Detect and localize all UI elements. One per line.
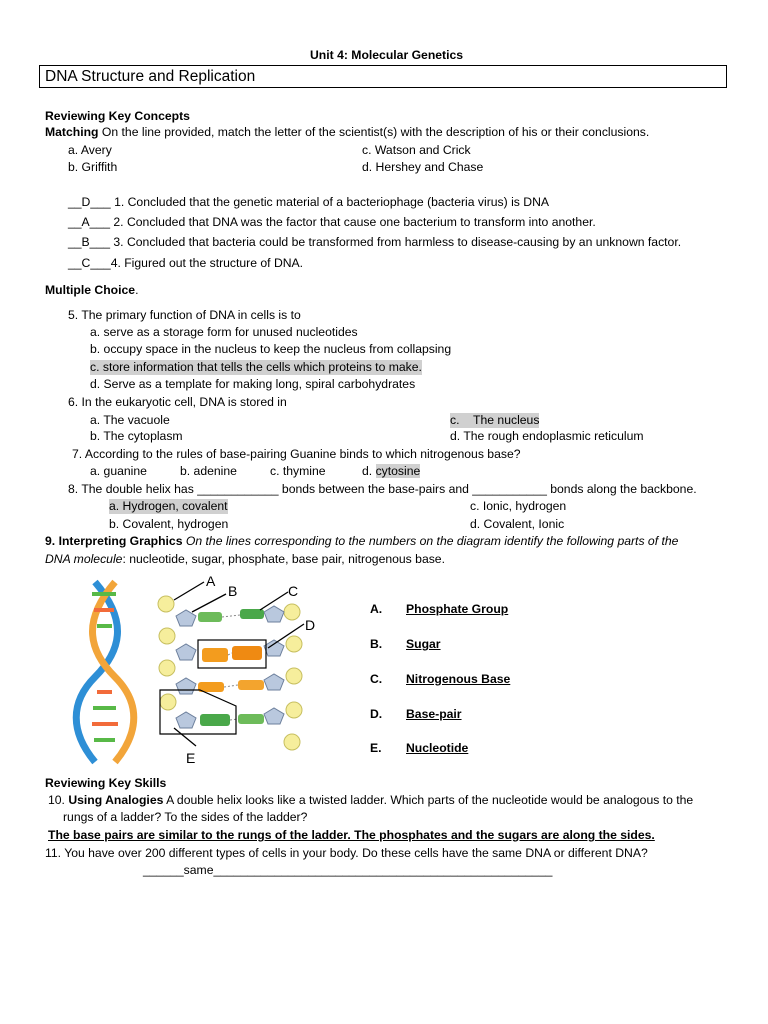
q7-a: a. guanine <box>90 464 147 478</box>
q8-b: b. Covalent, hydrogen <box>109 517 229 531</box>
q10-stem <box>48 793 693 808</box>
answer-a-letter: A. <box>370 602 383 616</box>
q6-stem: 6. In the eukaryotic cell, DNA is stored in <box>68 395 287 409</box>
q9-label: Interpreting Graphics <box>58 534 183 548</box>
q11-stem: 11. You have over 200 different types of cells in your body. Do these cells have the same DNA or different DNA? <box>45 846 648 860</box>
q10-answer: The base pairs are similar to the rungs of the ladder. The phosphates and the sugars are along the sides. <box>48 828 655 842</box>
q8-stem: 8. The double helix has ____________ bonds between the base-pairs and ___________ bonds along the backbone. <box>68 482 697 496</box>
mc-heading-period: . <box>135 283 139 297</box>
option-c: c. Watson and Crick <box>362 143 471 157</box>
q8-c: c. Ionic, hydrogen <box>470 499 567 513</box>
unit-heading: Unit 4: Molecular Genetics <box>310 48 464 62</box>
q7-c: c. thymine <box>270 464 326 478</box>
diagram-label-c: C <box>288 583 299 599</box>
matching-text: On the line provided, match the letter of the scientist(s) with the description of his or their conclusions. <box>98 125 650 139</box>
q5-stem: 5. The primary function of DNA in cells is to <box>68 308 301 322</box>
answer-b-text: Sugar <box>406 637 441 651</box>
q9-stem <box>45 534 678 549</box>
q10-line2: rungs of a ladder? To the sides of the ladder? <box>63 810 308 824</box>
concepts-heading: Reviewing Key Concepts <box>45 109 190 123</box>
q9-num: 9. <box>45 534 56 548</box>
q10-label: Using Analogies <box>68 793 164 807</box>
q6-a: a. The vacuole <box>90 413 170 427</box>
q7-b: b. adenine <box>180 464 237 478</box>
q6-c-letter: c. <box>450 413 460 427</box>
answer-c-text: Nitrogenous Base <box>406 672 511 686</box>
matching-item-4: __C___4. Figured out the structure of DNA. <box>68 256 304 270</box>
q6-c-text: The nucleus <box>473 413 540 427</box>
answer-b-letter: B. <box>370 637 383 651</box>
answer-c-letter: C. <box>370 672 383 686</box>
diagram-label-a: A <box>206 573 216 589</box>
q9-parts-list: : nucleotide, sugar, phosphate, base pair, nitrogenous base. <box>122 552 445 566</box>
answer-e-text: Nucleotide <box>406 741 469 755</box>
option-b: b. Griffith <box>68 160 118 174</box>
answer-d-letter: D. <box>370 707 383 721</box>
mc-heading <box>45 283 138 298</box>
q5-b: b. occupy space in the nucleus to keep the nucleus from collapsing <box>90 342 452 356</box>
option-a: a. Avery <box>68 143 112 157</box>
matching-item-3: __B___ 3. Concluded that bacteria could be transformed from harmless to disease-causing by an unknown factor. <box>68 235 682 249</box>
q9-instructions: On the lines corresponding to the numbers on the diagram identify the following parts of the <box>185 534 679 548</box>
q11-answer: ______same__________________________________________________ <box>143 863 553 877</box>
title-box <box>39 65 727 88</box>
matching-item-1: __D___ 1. Concluded that the genetic material of a bacteriophage (bacteria virus) is DNA <box>68 195 549 209</box>
matching-item-2: __A___ 2. Concluded that DNA was the factor that cause one bacterium to transform into another. <box>68 215 596 229</box>
diagram-label-d: D <box>305 617 316 633</box>
mc-heading-label: Multiple Choice <box>45 283 136 297</box>
q6-c <box>450 413 539 428</box>
q8-a: a. Hydrogen, covalent <box>109 499 228 513</box>
q7-d-letter: d. <box>362 464 373 478</box>
matching-label: Matching <box>45 125 99 139</box>
answer-e-letter: E. <box>370 741 382 755</box>
option-d: d. Hershey and Chase <box>362 160 484 174</box>
q9-stem-line2 <box>45 552 445 567</box>
page-title: DNA Structure and Replication <box>45 68 256 85</box>
q9-dna-molecule: DNA molecule <box>45 552 123 566</box>
q10-text: A double helix looks like a twisted ladder. Which parts of the nucleotide would be analogous to the <box>163 793 694 807</box>
diagram-label-b: B <box>228 583 238 599</box>
q6-d: d. The rough endoplasmic reticulum <box>450 429 644 443</box>
q6-b: b. The cytoplasm <box>90 429 183 443</box>
q10-num: 10. <box>48 793 65 807</box>
q7-d-text: cytosine <box>375 464 421 478</box>
q5-a: a. serve as a storage form for unused nucleotides <box>90 325 358 339</box>
q7-stem: 7. According to the rules of base-pairing Guanine binds to which nitrogenous base? <box>72 447 521 461</box>
answer-d-text: Base-pair <box>406 707 462 721</box>
diagram-label-e: E <box>186 750 196 766</box>
sugar-pentagons <box>176 606 284 728</box>
dna-diagram <box>70 572 330 768</box>
q7-d <box>362 464 420 479</box>
q5-c: c. store information that tells the cells which proteins to make. <box>90 360 422 374</box>
answer-a-text: Phosphate Group <box>406 602 509 616</box>
matching-instructions <box>45 125 649 140</box>
skills-heading: Reviewing Key Skills <box>45 776 167 790</box>
q5-d: d. Serve as a template for making long, spiral carbohydrates <box>90 377 416 391</box>
q8-d: d. Covalent, Ionic <box>470 517 565 531</box>
